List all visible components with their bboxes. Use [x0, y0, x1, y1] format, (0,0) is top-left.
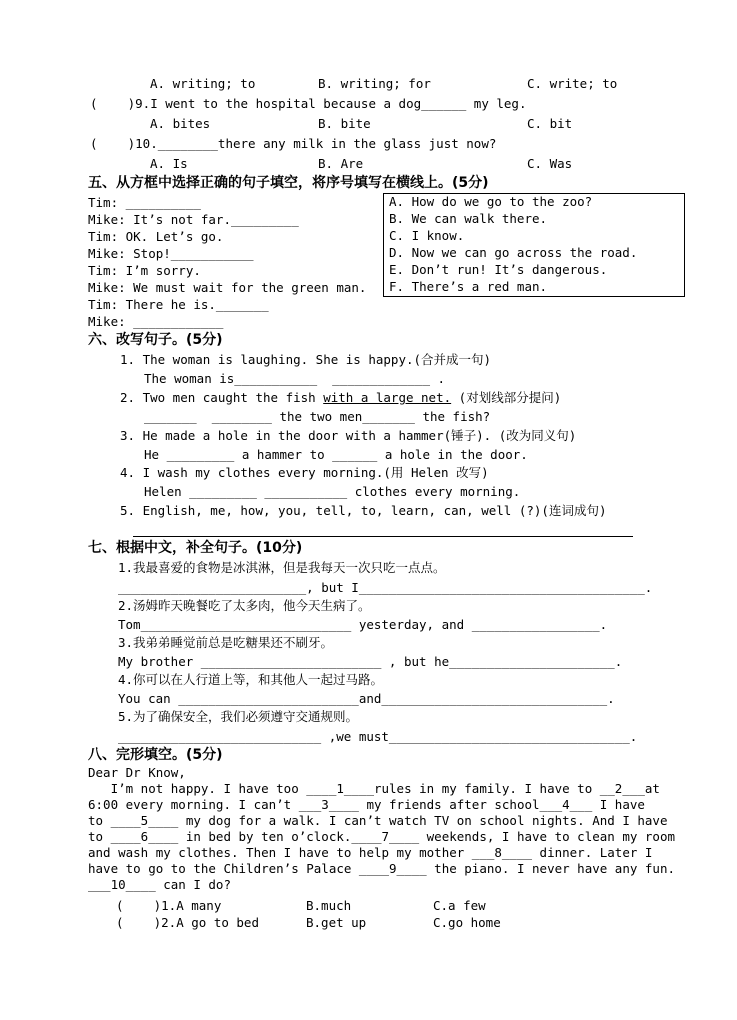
cloze-line: 6:00 every morning. I can’t ___3____ my friends after school___4___ I have — [88, 797, 645, 812]
answer-rule — [133, 536, 633, 537]
dialog-line: Mike: We must wait for the green man. — [88, 280, 367, 295]
q8-option-a: A. writing; to — [150, 76, 256, 91]
dialog-line: Mike: It’s not far._________ — [88, 212, 299, 227]
dialog-line: Tim: There he is._______ — [88, 297, 269, 312]
dialog-line: Tim: __________ — [88, 195, 201, 210]
translate-line: 4.你可以在人行道上等，和其他人一起过马路。 — [118, 672, 384, 687]
translate-line: My brother ________________________ , but he______________________. — [118, 654, 623, 669]
dialog-line: Tim: I’m sorry. — [88, 263, 201, 278]
q10-option-a: A. Is — [150, 156, 188, 171]
cloze-q1-option-c: C.a few — [433, 898, 486, 913]
translate-line: ___________________________ ,we must________________________________. — [118, 729, 638, 744]
section-8-title: 八、完形填空。(5分) — [88, 747, 223, 763]
q9-option-c: C. bit — [527, 116, 573, 131]
q10-option-c: C. Was — [527, 156, 573, 171]
option-item: D. Now we can go across the road. — [389, 245, 638, 260]
option-item: A. How do we go to the zoo? — [389, 194, 593, 209]
translate-line: _________________________, but I______________________________________. — [118, 580, 653, 595]
option-item: F. There’s a red man. — [389, 279, 548, 294]
rewrite-line: 3. He made a hole in the door with a hammer(锤子). (改为同义句) — [120, 428, 577, 443]
cloze-line: ___10____ can I do? — [88, 877, 231, 892]
cloze-line: and wash my clothes. Then I have to help my mother ___8____ dinner. Later I — [88, 845, 653, 860]
rewrite-line: _______ ________ the two men_______ the fish? — [144, 409, 491, 424]
cloze-q2: ( )2.A go to bed — [116, 915, 259, 930]
cloze-line: have to go to the Children’s Palace ____9____ the piano. I never have any fun. — [88, 861, 675, 876]
rewrite-line: 1. The woman is laughing. She is happy.(合并成一句) — [120, 352, 492, 367]
translate-line: 1.我最喜爱的食物是冰淇淋，但是我每天一次只吃一点点。 — [118, 560, 446, 575]
q8-option-c: C. write; to — [527, 76, 618, 91]
rewrite-line: 5. English, me, how, you, tell, to, learn, can, well (?)(连词成句) — [120, 503, 607, 518]
q9-option-b: B. bite — [318, 116, 371, 131]
cloze-q1-option-b: B.much — [306, 898, 352, 913]
cloze-line: to ____5____ my dog for a walk. I can’t watch TV on school nights. And I have — [88, 813, 668, 828]
rewrite-line: Helen _________ ___________ clothes every morning. — [144, 484, 521, 499]
section-7-title: 七、根据中文，补全句子。(10分) — [88, 540, 303, 556]
dialog-line: Mike: ____________ — [88, 314, 224, 329]
rewrite-instruction: (对划线部分提问) — [451, 390, 562, 405]
translate-line: 5.为了确保安全，我们必须遵守交通规则。 — [118, 709, 359, 724]
option-item: C. I know. — [389, 228, 465, 243]
dialog-line: Mike: Stop!___________ — [88, 246, 254, 261]
rewrite-line: He _________ a hammer to ______ a hole in the door. — [144, 447, 528, 462]
option-item: B. We can walk there. — [389, 211, 548, 226]
translate-line: 2.汤姆昨天晚餐吃了太多肉，他今天生病了。 — [118, 598, 371, 613]
q9-stem: ( )9.I went to the hospital because a dog______ my leg. — [90, 96, 527, 111]
q10-stem: ( )10.________there any milk in the glass just now? — [90, 136, 497, 151]
rewrite-text: 2. Two men caught the fish — [120, 390, 324, 405]
cloze-line: to ____6____ in bed by ten o’clock.____7____ weekends, I have to clean my room — [88, 829, 675, 844]
q9-option-a: A. bites — [150, 116, 211, 131]
section-6-title: 六、改写句子。(5分) — [88, 332, 223, 348]
underlined-phrase: with a large net. — [323, 390, 452, 405]
section-5-title: 五、从方框中选择正确的句子填空，将序号填写在横线上。(5分) — [88, 175, 489, 191]
rewrite-line: The woman is___________ _____________ . — [144, 371, 446, 386]
cloze-line: I’m not happy. I have too ____1____rules in my family. I have to __2___at — [88, 781, 660, 796]
rewrite-line: 4. I wash my clothes every morning.(用 Helen 改写) — [120, 465, 489, 480]
cloze-q1: ( )1.A many — [116, 898, 222, 913]
translate-line: Tom____________________________ yesterday, and _________________. — [118, 617, 608, 632]
translate-line: 3.我弟弟睡觉前总是吃糖果还不刷牙。 — [118, 635, 334, 650]
q10-option-b: B. Are — [318, 156, 364, 171]
dialog-line: Tim: OK. Let’s go. — [88, 229, 224, 244]
cloze-q2-option-b: B.get up — [306, 915, 367, 930]
rewrite-line-2 — [120, 390, 561, 406]
q8-option-b: B. writing; for — [318, 76, 431, 91]
cloze-line: Dear Dr Know, — [88, 765, 186, 780]
translate-line: You can ________________________and______________________________. — [118, 691, 615, 706]
option-item: E. Don’t run! It’s dangerous. — [389, 262, 608, 277]
cloze-q2-option-c: C.go home — [433, 915, 501, 930]
